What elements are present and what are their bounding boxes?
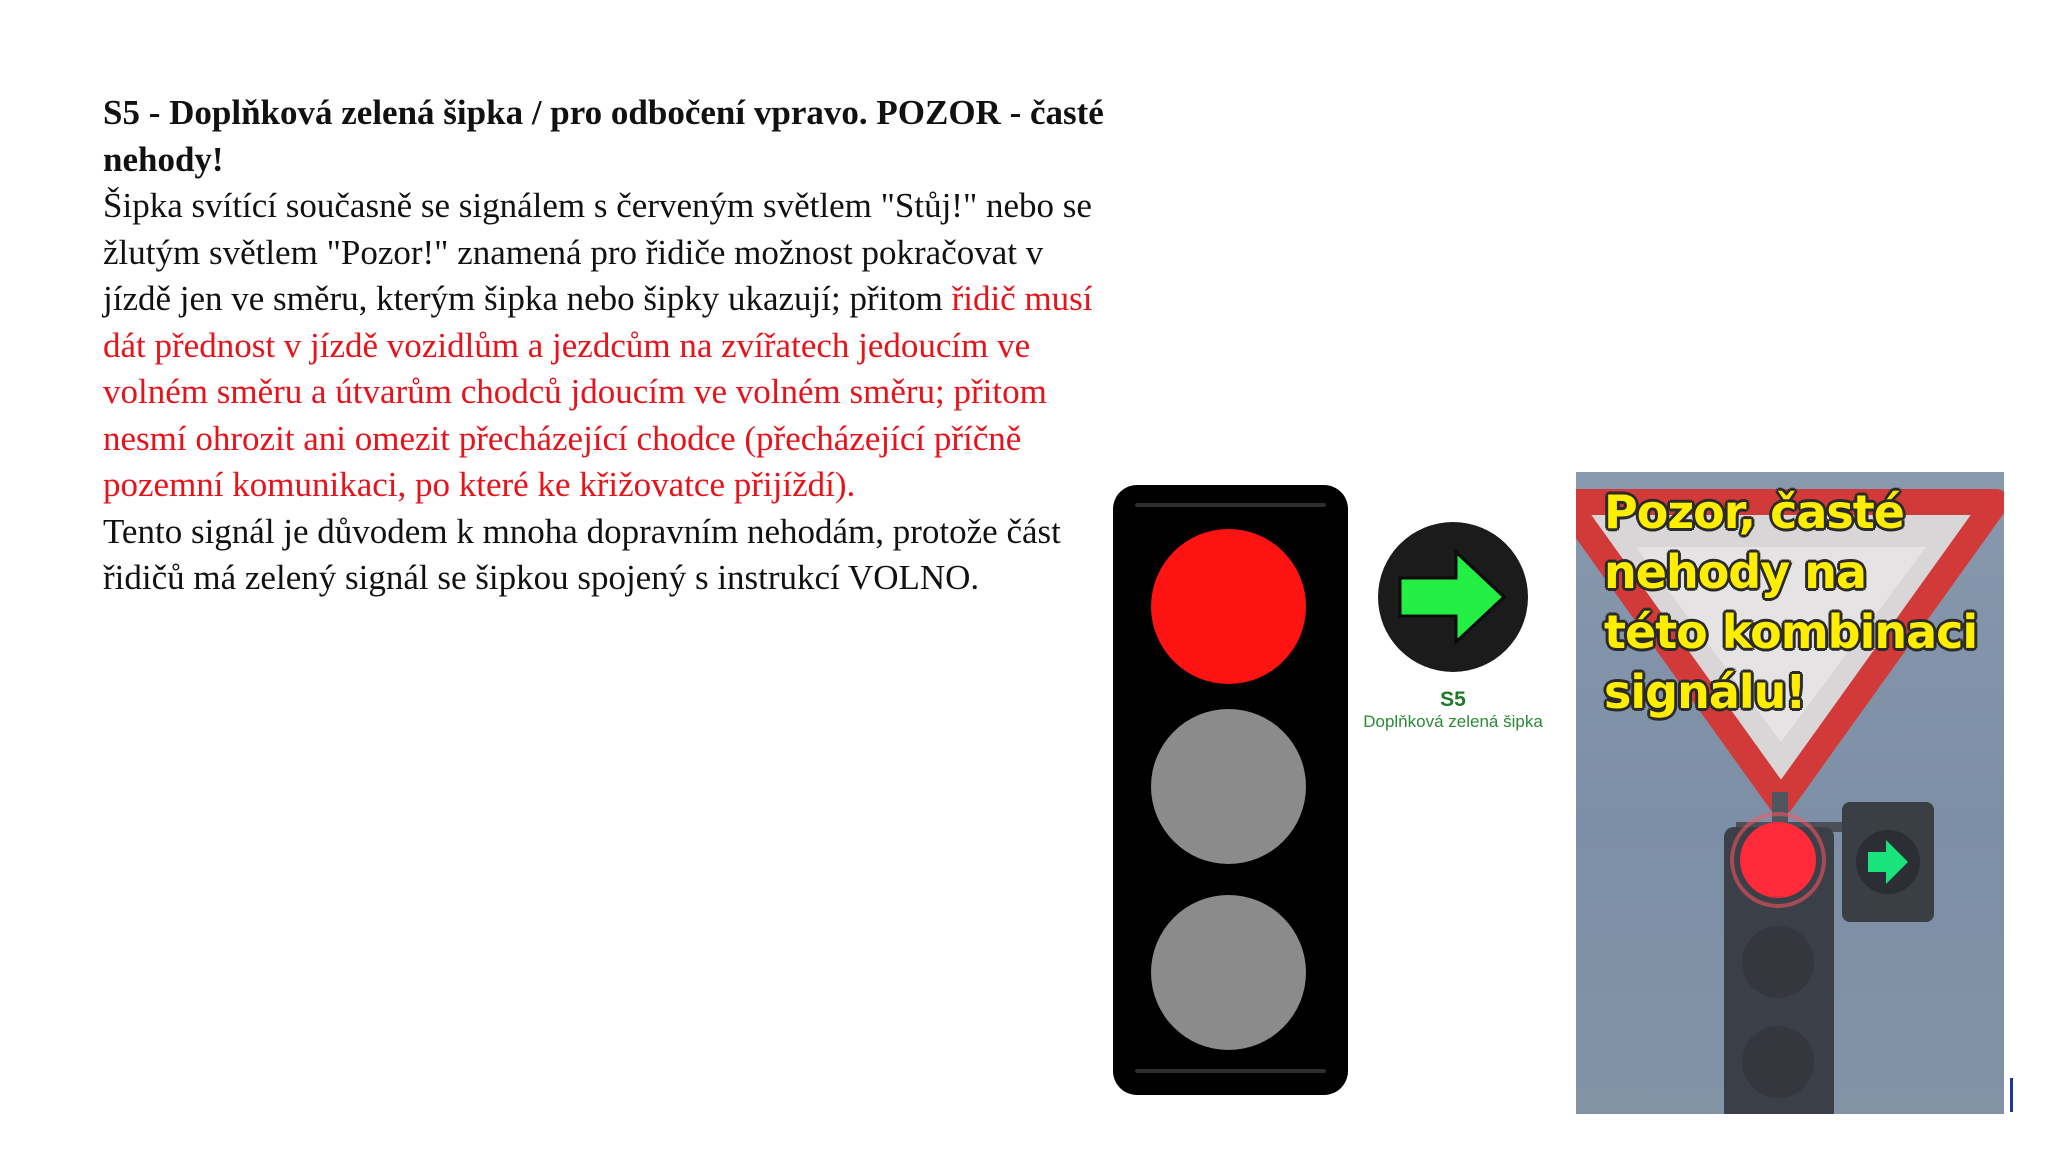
document-heading: S5 - Doplňková zelená šipka / pro odbočení vpravo. POZOR - časté nehody!: [103, 93, 1104, 179]
warning-photo: [1576, 472, 2004, 1114]
traffic-light-illustration: [1113, 485, 1348, 1095]
caption-line: signálu!: [1604, 665, 1806, 719]
right-arrow-icon: [1378, 522, 1528, 672]
caption-line: nehody na: [1604, 545, 1867, 599]
photo-warning-caption: [1604, 482, 2004, 722]
document-text: [103, 90, 1113, 602]
green-arrow-signal: [1378, 522, 1528, 672]
paragraph-warning-text: řidič musí dát přednost v jízdě vozidlům a jezdcům na zvířatech jedoucím ve volném směru a útvarům chodců jdoucím ve volném směru; přitom nesmí ohrozit ani omezit přecházející chodce (přecházející příčně pozemní komunikaci, po které ke křižovatce přijíždí).: [103, 279, 1093, 504]
housing-ridge-bottom: [1135, 1069, 1326, 1073]
signal-caption: [1330, 688, 1576, 732]
signal-name: Doplňková zelená šipka: [1363, 712, 1543, 731]
paragraph-normal-text: Šipka svítící současně se signálem s červeným světlem "Stůj!" nebo se žlutým světlem "Pozor!" znamená pro řidiče možnost pokračovat v jízdě jen ve směru, kterým šipka nebo šipky ukazují; přitom: [103, 186, 1092, 318]
caption-line: této kombinaci: [1604, 605, 1978, 659]
caption-line: Pozor, časté: [1604, 485, 1904, 539]
paragraph-accident-note: Tento signál je důvodem k mnoha dopravním nehodám, protože část řidičů má zelený signál se šipkou spojený s instrukcí VOLNO.: [103, 511, 1061, 597]
paragraph-signal-meaning: [103, 183, 1113, 509]
cursor-mark: [2010, 1078, 2013, 1112]
signal-code: S5: [1440, 688, 1466, 711]
green-lamp-off: [1151, 895, 1306, 1050]
housing-ridge-top: [1135, 503, 1326, 507]
amber-lamp-off: [1151, 709, 1306, 864]
red-lamp-on: [1151, 529, 1306, 684]
